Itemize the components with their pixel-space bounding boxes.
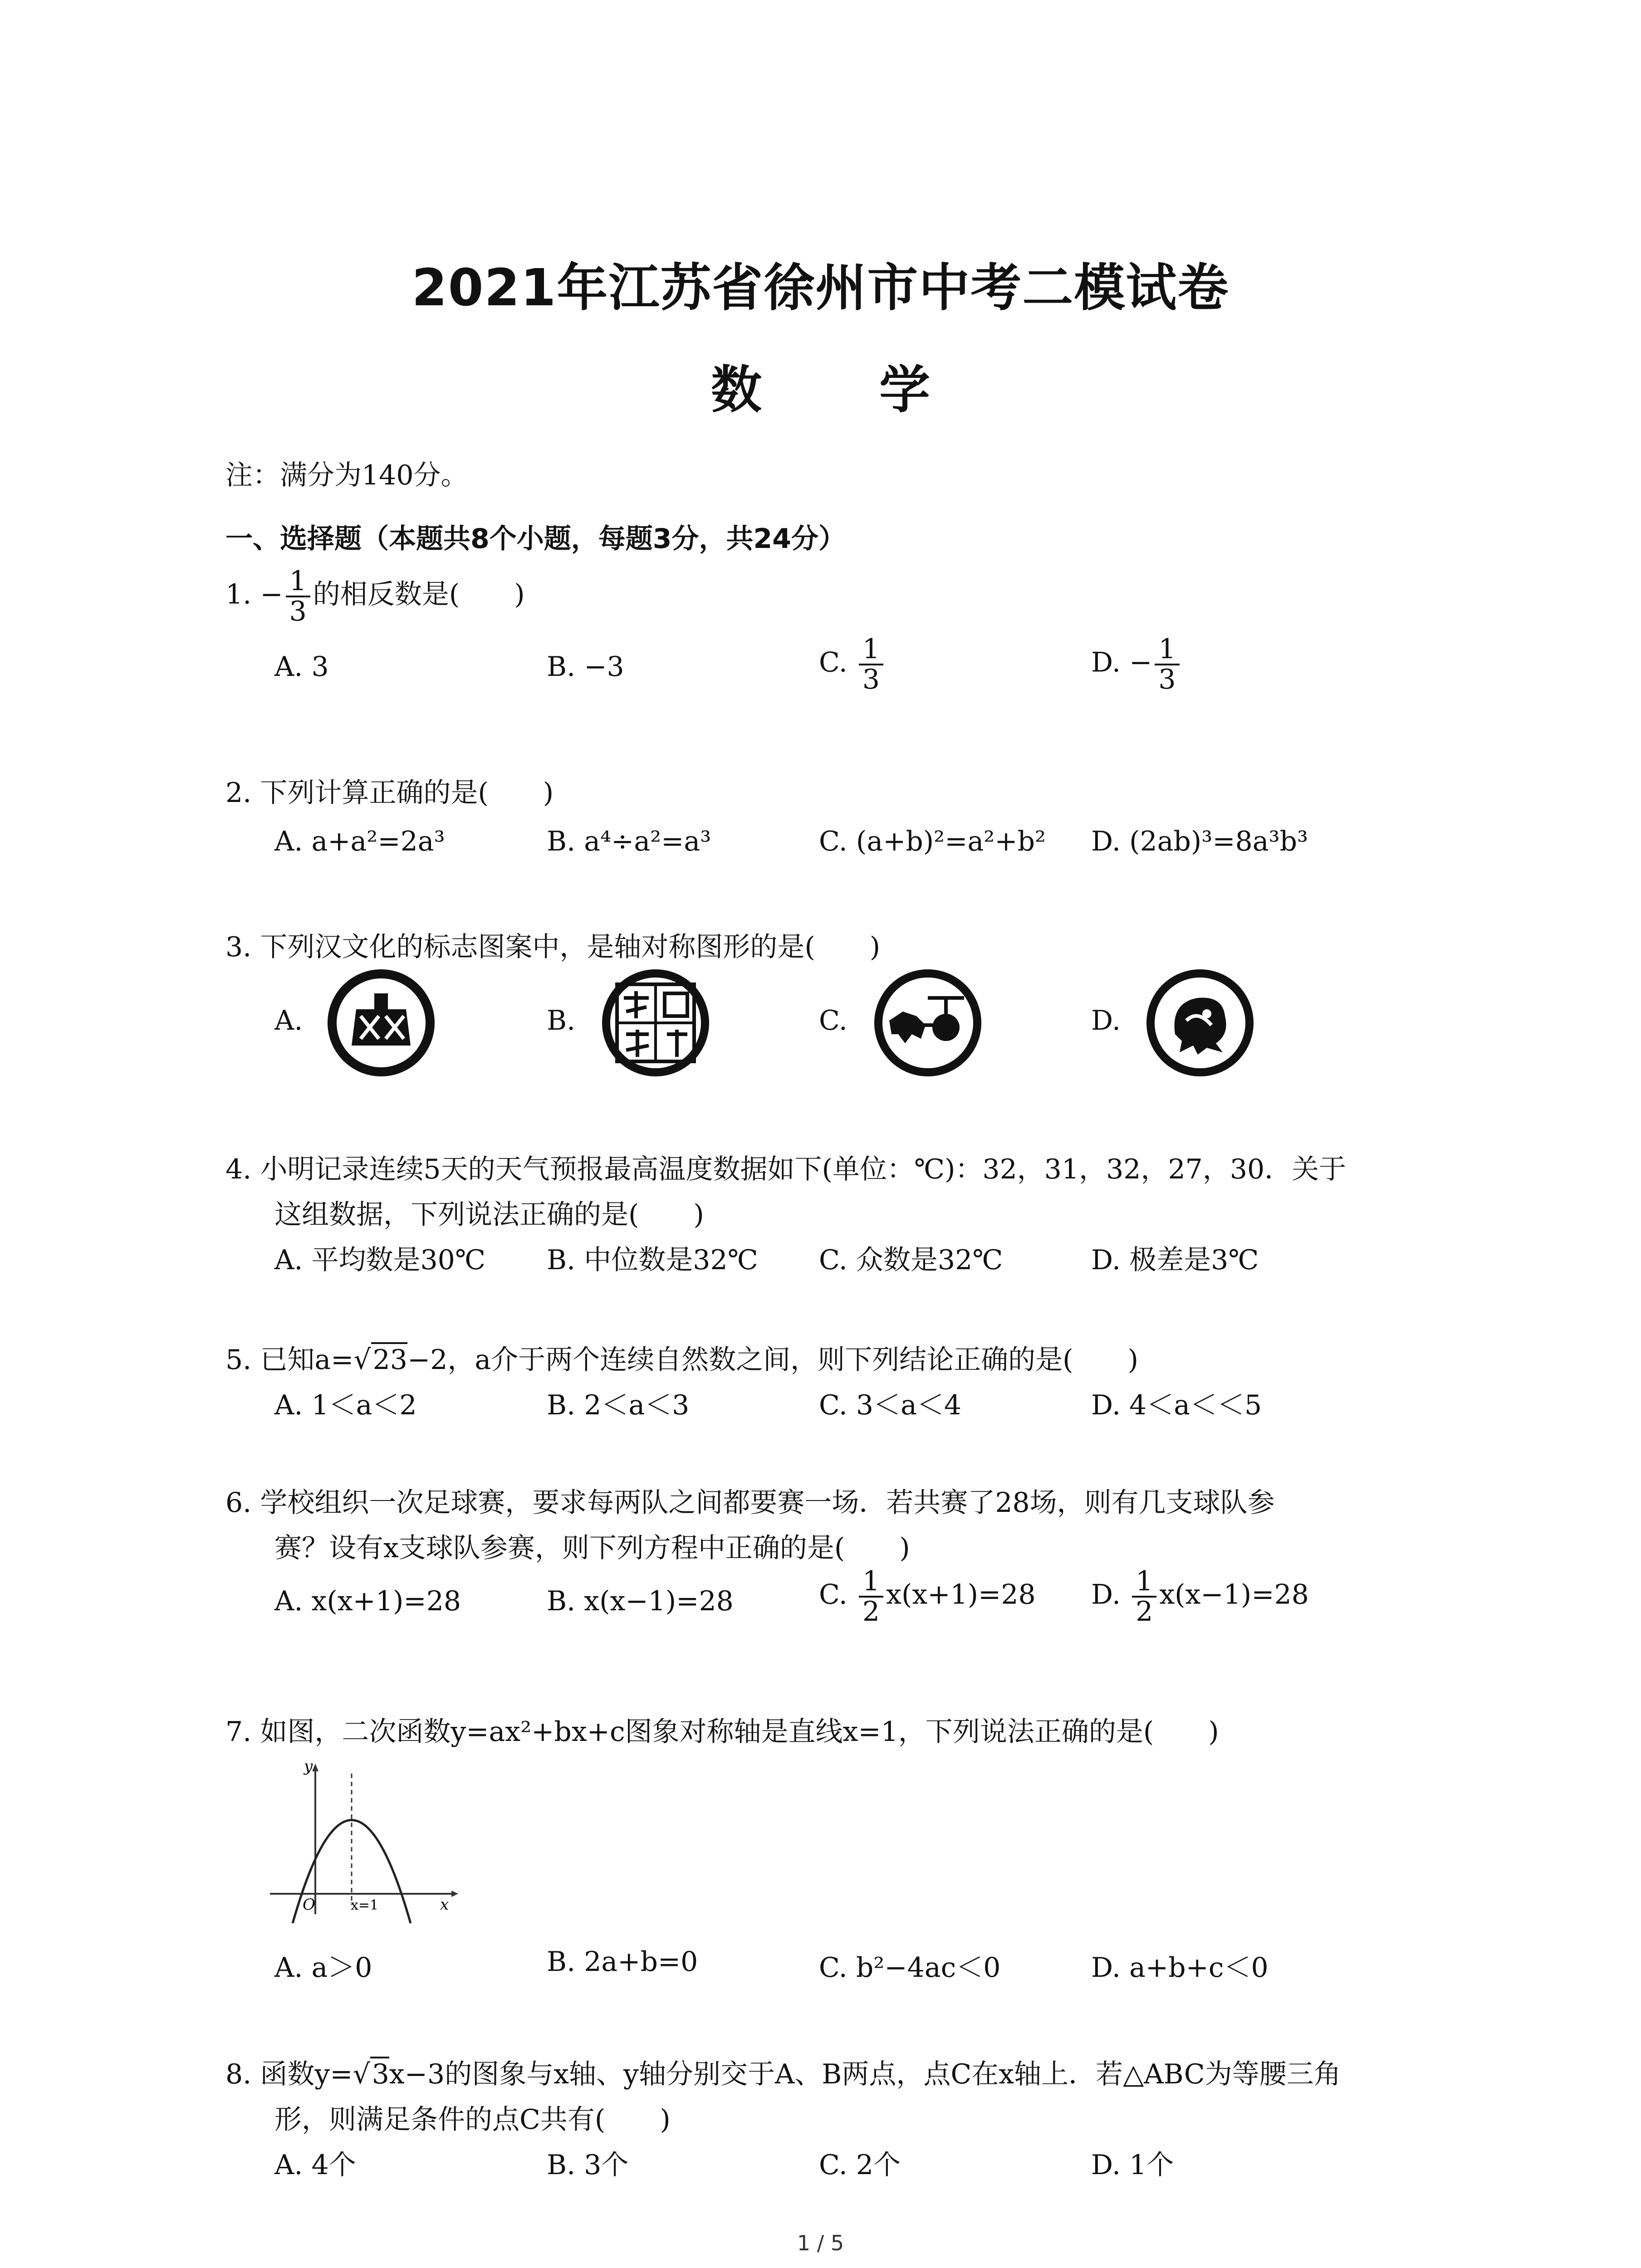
q5-radicand: 23: [371, 1342, 407, 1376]
score-note: 注：满分为140分。: [225, 459, 468, 491]
seal-d-icon: [1143, 966, 1257, 1080]
exam-title: 2021年江苏省徐州市中考二模试卷: [411, 259, 1230, 318]
q7-option-b: B. 2a+b=0: [547, 1946, 698, 1978]
question-3: 3. 下列汉文化的标志图案中，是轴对称图形的是( ): [225, 931, 881, 963]
question-1: [225, 567, 525, 626]
q6-option-d-label: D.: [1091, 1579, 1121, 1611]
q1-option-d-label: D. −: [1091, 646, 1152, 679]
q4-option-b: B. 中位数是32℃: [547, 1244, 758, 1276]
q8-stem: x−3的图象与x轴、y轴分别交于A、B两点，点C在x轴上．若△ABC为等腰三角: [389, 2058, 1341, 2090]
graph-axis-label: x=1: [351, 1897, 379, 1913]
q4-option-a: A. 平均数是30℃: [274, 1244, 485, 1276]
q4-option-c: C. 众数是32℃: [819, 1244, 1003, 1276]
q2-option-b: B. a⁴÷a²=a³: [547, 826, 711, 857]
q8-option-c: C. 2个: [819, 2149, 901, 2181]
q1-fraction: [286, 567, 310, 626]
q5-option-b: B. 2＜a＜3: [547, 1389, 690, 1421]
q7-option-a: A. a＞0: [274, 1952, 372, 1984]
q6-c-numerator: 1: [859, 1567, 883, 1598]
q1-minus: −: [260, 578, 283, 611]
q1-c-numerator: 1: [859, 635, 883, 665]
exam-subject: 数 学: [711, 361, 980, 420]
q5-prefix: 5. 已知a=: [225, 1344, 354, 1376]
parabola-graph: [265, 1760, 460, 1923]
q5-option-d: D. 4＜a＜＜5: [1091, 1389, 1262, 1421]
question-7: 7. 如图，二次函数y=ax²+bx+c图象对称轴是直线x=1，下列说法正确的是( ): [225, 1716, 1219, 1748]
question-8-line-2: 形，则满足条件的点C共有( ): [274, 2104, 671, 2136]
q3-option-a: A.: [274, 1005, 303, 1036]
seal-a-icon: [324, 966, 438, 1080]
question-4-line-1: 4. 小明记录连续5天的天气预报最高温度数据如下(单位：℃)：32，31，32，27，30．关于: [225, 1154, 1347, 1185]
question-4-line-2: 这组数据，下列说法正确的是( ): [274, 1199, 704, 1231]
q1-numerator: 1: [286, 567, 310, 597]
q1-number: 1.: [225, 578, 252, 611]
q5-option-a: A. 1＜a＜2: [274, 1389, 417, 1421]
q6-option-b: B. x(x−1)=28: [547, 1585, 734, 1617]
q3-option-d: D.: [1091, 1005, 1121, 1036]
q6-option-c-expr: x(x+1)=28: [886, 1579, 1036, 1611]
q1-option-a: A. 3: [274, 651, 329, 683]
q6-c-denominator: 2: [862, 1596, 880, 1628]
q7-option-c: C. b²−4ac＜0: [819, 1952, 1001, 1984]
q6-option-c-fraction: [859, 1567, 883, 1626]
q1-denominator: 3: [289, 596, 307, 627]
q6-option-c-label: C.: [819, 1579, 847, 1611]
q6-option-d-expr: x(x−1)=28: [1159, 1579, 1309, 1611]
q8-radicand: 3: [370, 2057, 389, 2090]
q1-option-d: [1091, 635, 1182, 694]
q1-d-numerator: 1: [1155, 635, 1179, 665]
q8-option-a: A. 4个: [274, 2149, 356, 2181]
graph-origin-label: O: [303, 1896, 315, 1914]
q3-option-c: C.: [819, 1005, 847, 1036]
q1-c-denominator: 3: [862, 664, 880, 695]
q1-option-c-label: C.: [819, 646, 847, 679]
seal-b-icon: [599, 966, 712, 1080]
q5-stem: −2，a介于两个连续自然数之间，则下列结论正确的是( ): [407, 1344, 1139, 1376]
seal-c-icon: [871, 966, 985, 1080]
graph-y-label: y: [304, 1760, 313, 1775]
q5-option-c: C. 3＜a＜4: [819, 1389, 962, 1421]
q6-option-d: [1091, 1567, 1309, 1626]
q2-option-c: C. (a+b)²=a²+b²: [819, 826, 1046, 857]
q6-option-a: A. x(x+1)=28: [274, 1585, 461, 1617]
q6-option-d-fraction: [1132, 1567, 1156, 1626]
question-2: 2. 下列计算正确的是( ): [225, 777, 554, 809]
q7-option-d: D. a+b+c＜0: [1091, 1952, 1269, 1984]
q1-d-denominator: 3: [1158, 664, 1176, 695]
q6-d-numerator: 1: [1132, 1567, 1156, 1598]
section-heading: 一、选择题（本题共8个小题，每题3分，共24分）: [225, 523, 846, 555]
q8-option-d: D. 1个: [1091, 2149, 1174, 2181]
q6-d-denominator: 2: [1136, 1596, 1153, 1628]
question-8-line-1: 8. 函数y=√3x−3的图象与x轴、y轴分别交于A、B两点，点C在x轴上．若△ABC为等腰三角: [225, 2053, 1341, 2092]
q3-option-b: B.: [547, 1005, 576, 1036]
q8-prefix: 8. 函数y=: [225, 2058, 353, 2090]
q2-option-d: D. (2ab)³=8a³b³: [1091, 826, 1308, 857]
question-6-line-1: 6. 学校组织一次足球赛，要求每两队之间都要赛一场．若共赛了28场，则有几支球队参: [225, 1487, 1275, 1519]
graph-x-label: x: [440, 1896, 449, 1914]
q1-stem: 的相反数是( ): [313, 578, 525, 611]
q1-option-c-fraction: [859, 635, 883, 694]
q2-option-a: A. a+a²=2a³: [274, 826, 445, 857]
q1-option-c: [819, 635, 886, 694]
q1-option-d-fraction: [1155, 635, 1179, 694]
page-number: 1 / 5: [797, 2231, 844, 2255]
q4-option-d: D. 极差是3℃: [1091, 1244, 1259, 1276]
q8-option-b: B. 3个: [547, 2149, 629, 2181]
q6-option-c: [819, 1567, 1036, 1626]
question-5: 5. 已知a=√23−2，a介于两个连续自然数之间，则下列结论正确的是( ): [225, 1338, 1138, 1377]
question-6-line-2: 赛？设有x支球队参赛，则下列方程中正确的是( ): [274, 1532, 910, 1564]
q1-option-b: B. −3: [547, 651, 624, 683]
